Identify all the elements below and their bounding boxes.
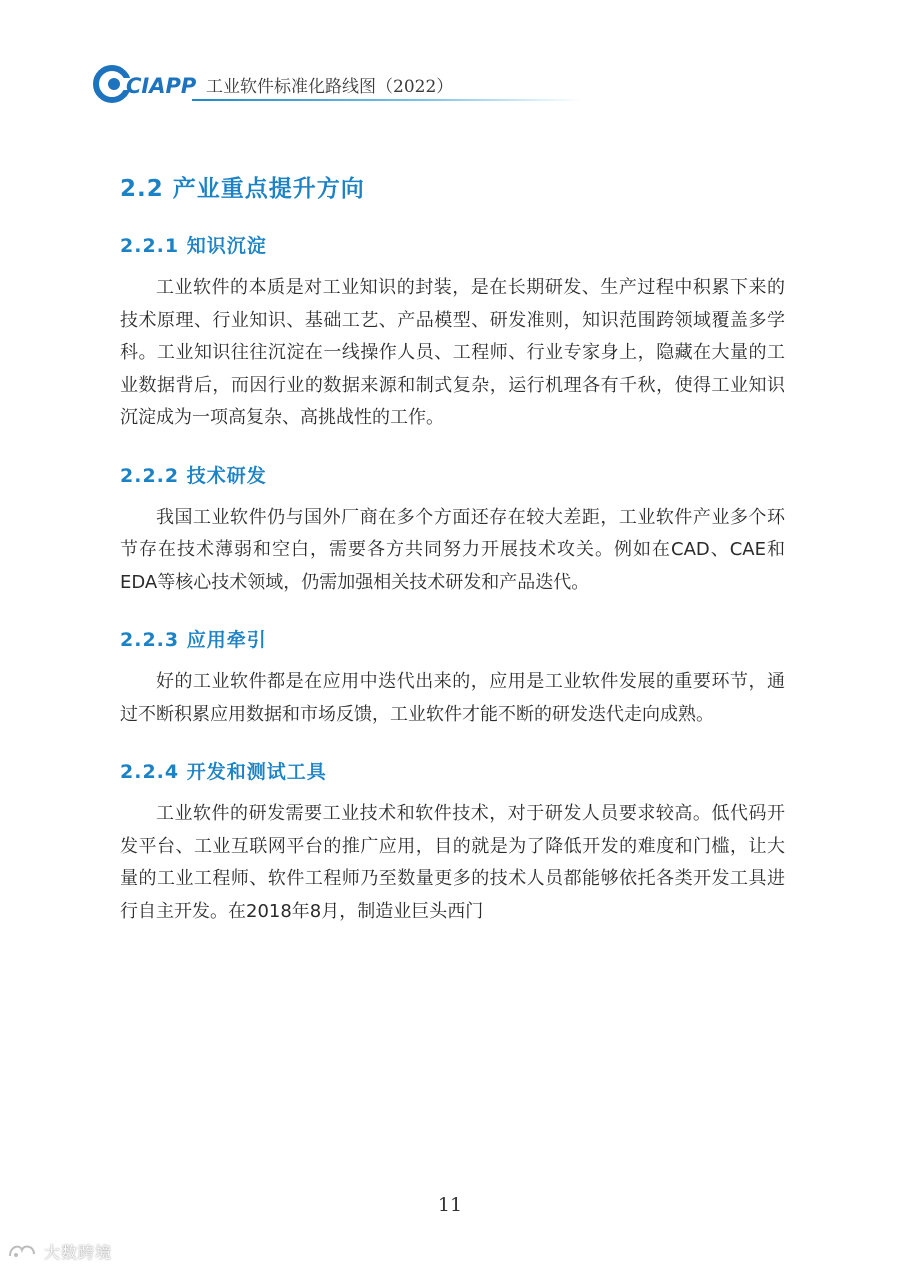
subsection-heading-knowledge: 2.2.1 知识沉淀 (120, 235, 267, 257)
header-divider (192, 99, 582, 101)
paragraph-knowledge: 工业软件的本质是对工业知识的封装，是在长期研发、生产过程中积累下来的技术原理、行业知识、基础工艺、产品模型、研发准则，知识范围跨领域覆盖多学科。工业知识往往沉淀在一线操作人员、工程师、行业专家身上，隐藏在大量的工业数据背后，而因行业的数据来源和制式复杂，运行机理各有千秋，使得工业知识沉淀成为一项高复杂、高挑战性的工作。 (120, 277, 785, 428)
logo-text: CIAPP (126, 74, 197, 98)
subsection-heading-application: 2.2.3 应用牵引 (120, 629, 267, 651)
section-heading: 2.2 产业重点提升方向 (120, 176, 365, 202)
watermark-icon (6, 1240, 40, 1262)
page-header (92, 62, 512, 106)
page-number: 11 (437, 1194, 463, 1216)
main-content (120, 160, 785, 954)
document-title: 工业软件标准化路线图（2022） (206, 77, 454, 97)
subsection-heading-rnd: 2.2.2 技术研发 (120, 464, 267, 487)
watermark-text: 大数跨境 (44, 1242, 113, 1262)
ciapp-logo (92, 62, 202, 106)
paragraph-application: 好的工业软件都是在应用中迭代出来的，应用是工业软件发展的重要环节，通过不断积累应用数据和市场反馈，工业软件才能不断的研发迭代走向成熟。 (120, 671, 785, 725)
watermark (6, 1238, 112, 1264)
subsection-heading-tools: 2.2.4 开发和测试工具 (120, 761, 327, 783)
paragraph-tools: 工业软件的研发需要工业技术和软件技术，对于研发人员要求较高。低代码开发平台、工业互联网平台的推广应用，目的就是为了降低开发的难度和门槛，让大量的工业工程师、软件工程师乃至数量更多的技术人员都能够依托各类开发工具进行自主开发。在2018年8月，制造业巨头西门 (120, 803, 785, 922)
paragraph-rnd: 我国工业软件仍与国外厂商在多个方面还存在较大差距，工业软件产业多个环节存在技术薄弱和空白，需要各方共同努力开展技术攻关。例如在CAD、CAE和EDA等核心技术领域，仍需加强相关技术研发和产品迭代。 (120, 506, 785, 593)
